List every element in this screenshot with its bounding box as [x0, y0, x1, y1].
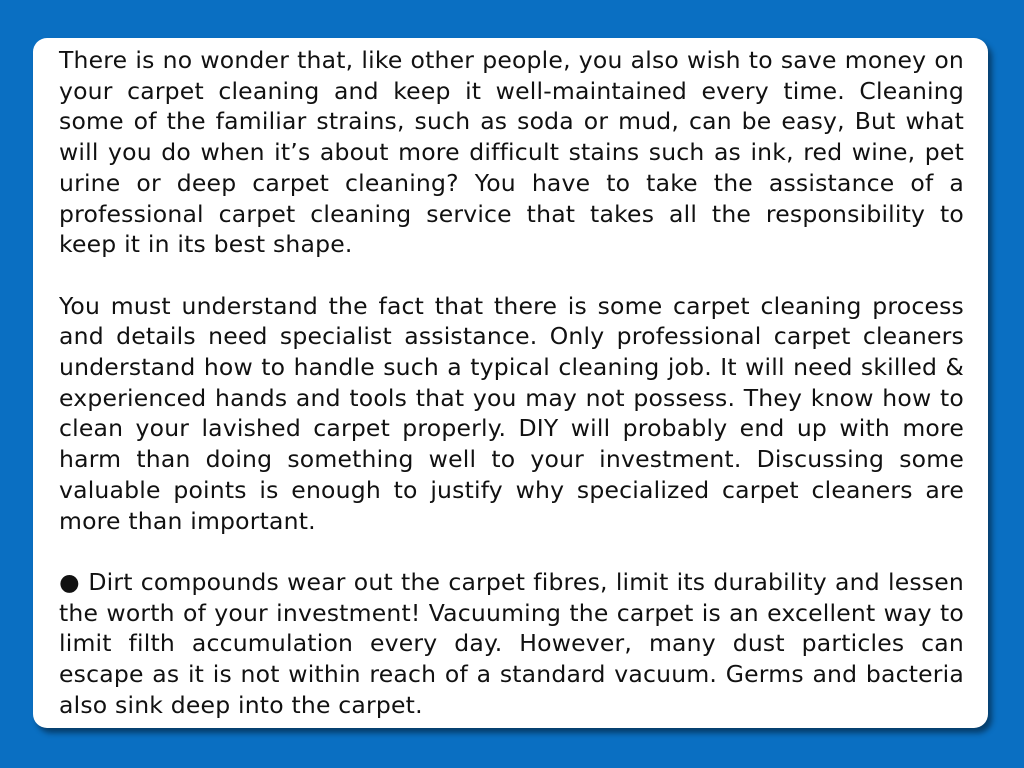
paragraph-spacer: [59, 536, 964, 567]
bullet-dirt-compounds: ● Dirt compounds wear out the carpet fibres, limit its durability and lessen the worth of your investment! Vacuuming the carpet is an excellent way to limit filth accumulation every day. However, many dust particles can escape as it is not within reach of a standard vacuum. Germs and bacteria also sink deep into the carpet.: [59, 567, 964, 719]
paragraph-specialists: You must understand the fact that there is some carpet cleaning process and details need specialist assistance. Only professional carpet cleaners understand how to handle such a typical cleaning job. It will need skilled & experienced hands and tools that you may not possess. They know how to clean your lavished carpet properly. DIY will probably end up with more harm than doing something well to your investment. Discussing some valuable points is enough to justify why specialized carpet cleaners are more than important.: [59, 291, 964, 535]
content-card: [33, 38, 988, 728]
paragraph-intro: There is no wonder that, like other people, you also wish to save money on your carpet cleaning and keep it well-maintained every time. Cleaning some of the familiar strains, such as soda or mud, can be easy, But what will you do when it’s about more difficult stains such as ink, red wine, pet urine or deep carpet cleaning? You have to take the assistance of a professional carpet cleaning service that takes all the responsibility to keep it in its best shape.: [59, 46, 964, 259]
paragraph-spacer: [59, 260, 964, 291]
